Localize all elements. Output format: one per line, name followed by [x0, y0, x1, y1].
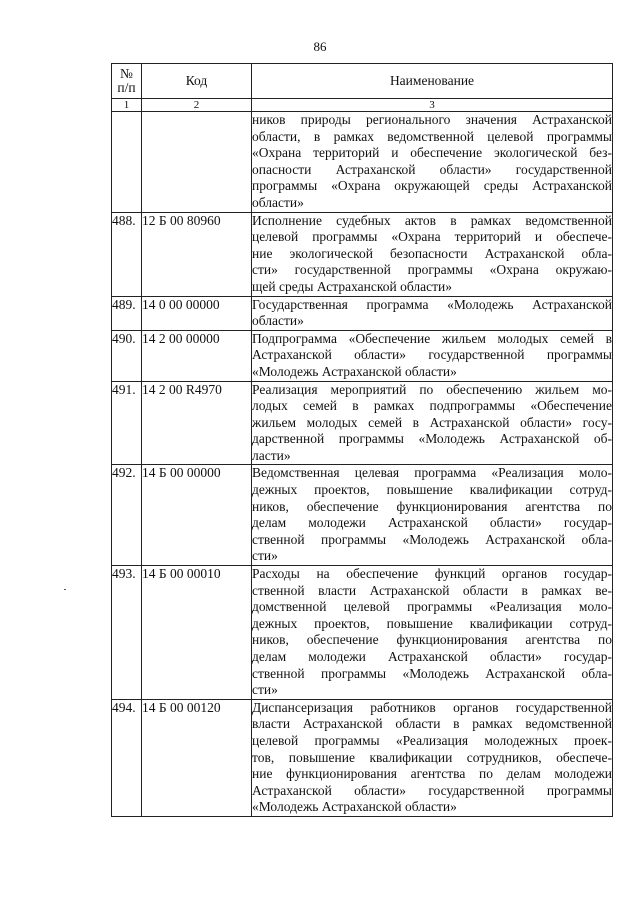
header-name: Наименование	[252, 64, 613, 99]
name-line: ников природы регионального значения Астраханской	[252, 112, 612, 127]
name-line: Государственная программа «Молодежь Астраханской	[252, 296, 612, 312]
name-line: Астраханской области» государственной программы	[252, 782, 612, 798]
name-line: Реализация мероприятий по обеспечению жильем мо-	[252, 381, 612, 397]
table-row	[112, 212, 613, 296]
column-number: 3	[252, 99, 613, 112]
row-name	[252, 296, 613, 330]
column-number: 2	[142, 99, 252, 112]
name-line: дежных проектов, повышение квалификации сотруд-	[252, 615, 612, 631]
name-line: области»	[252, 194, 304, 210]
name-line: ственной программы «Молодежь Астраханской обла-	[252, 665, 612, 681]
name-line: ние функционирования агентства по делам молодежи	[252, 766, 612, 782]
row-name	[252, 330, 613, 381]
name-line: области, в рамках ведомственной целевой программы	[252, 128, 612, 144]
name-line: ников, обеспечение функционирования агентства по	[252, 632, 612, 648]
header-num	[112, 64, 142, 99]
name-line: Подпрограмма «Обеспечение жильем молодых семей в	[252, 330, 612, 346]
name-line: опасности Астраханской области» государственной	[252, 161, 612, 177]
table-row	[112, 330, 613, 381]
name-line: жильем молодых семей в Астраханской области» госу-	[252, 414, 612, 430]
header-num-part: п/п	[117, 80, 136, 95]
budget-classification-table	[111, 63, 613, 817]
name-line: Астраханской области» государственной программы	[252, 347, 612, 363]
row-code: 14 2 00 00000	[142, 330, 252, 381]
name-line: домственной целевой программы «Реализация моло-	[252, 599, 612, 615]
table-row	[112, 296, 613, 330]
name-line: делам молодежи Астраханской области» государ-	[252, 515, 612, 531]
name-line: щей среды Астраханской области»	[252, 278, 452, 294]
name-line: целевой программы «Реализация молодежных проек-	[252, 732, 612, 748]
header-num-label	[117, 66, 135, 95]
row-code: 14 0 00 00000	[142, 296, 252, 330]
table-row	[112, 566, 613, 700]
name-line: ственной власти Астраханской области в рамках ве-	[252, 582, 612, 598]
row-code: 14 Б 00 00120	[142, 699, 252, 816]
name-line: сти»	[252, 548, 278, 564]
name-line: «Молодежь Астраханской области»	[252, 799, 457, 815]
name-line: «Охрана территорий и обеспечение экологической без-	[252, 145, 612, 161]
name-line: Исполнение судебных актов в рамках ведомственной	[252, 212, 612, 228]
name-line: области»	[252, 313, 304, 329]
name-line: ников, обеспечение функционирования агентства по	[252, 498, 612, 514]
name-line: ласти»	[252, 447, 291, 463]
row-number: 492.	[112, 465, 142, 566]
name-line: программы «Охрана окружающей среды Астраханской	[252, 178, 612, 194]
header-num-part: №	[120, 66, 133, 81]
table-row	[112, 381, 613, 465]
row-number: 494.	[112, 699, 142, 816]
name-line: ние экологической безопасности Астраханской обла-	[252, 245, 612, 261]
row-number: 490.	[112, 330, 142, 381]
name-line: сти»	[252, 682, 278, 698]
row-name	[252, 566, 613, 700]
row-number: 493.	[112, 566, 142, 700]
column-number: 1	[112, 99, 142, 112]
margin-mark	[64, 589, 66, 590]
row-code: 14 Б 00 00000	[142, 465, 252, 566]
row-number: 489.	[112, 296, 142, 330]
name-line: Ведомственная целевая программа «Реализация моло-	[252, 465, 612, 481]
name-line: сти» государственной программы «Охрана окружаю-	[252, 262, 612, 278]
row-code: 12 Б 00 80960	[142, 212, 252, 296]
name-line: делам молодежи Астраханской области» государ-	[252, 649, 612, 664]
header-code: Код	[142, 64, 252, 99]
page-number: 86	[313, 39, 327, 54]
row-code: 14 2 00 R4970	[142, 381, 252, 465]
row-name	[252, 465, 613, 566]
table-row	[112, 465, 613, 566]
name-line: ственной программы «Молодежь Астраханской обла-	[252, 531, 612, 547]
row-name	[252, 212, 613, 296]
header-row	[112, 64, 613, 99]
name-line: целевой программы «Охрана территорий и обеспече-	[252, 229, 612, 245]
row-number: 491.	[112, 381, 142, 465]
name-line: лодых семей в рамках подпрограммы «Обеспечение	[252, 398, 612, 414]
row-name	[252, 112, 613, 213]
name-line: Расходы на обеспечение функций органов государ-	[252, 566, 612, 582]
name-line: Диспансеризация работников органов государственной	[252, 699, 612, 715]
name-line: дежных проектов, повышение квалификации сотруд-	[252, 482, 612, 498]
row-code	[142, 112, 252, 213]
name-line: тов, повышение квалификации сотрудников, обеспече-	[252, 749, 612, 765]
table-row	[112, 699, 613, 816]
row-code: 14 Б 00 00010	[142, 566, 252, 700]
row-name	[252, 381, 613, 465]
row-number	[112, 112, 142, 213]
name-line: власти Астраханской области в рамках ведомственной	[252, 716, 612, 732]
continuation-row	[112, 112, 613, 213]
column-number-row	[112, 99, 613, 112]
row-name	[252, 699, 613, 816]
name-line: «Молодежь Астраханской области»	[252, 363, 457, 379]
name-line: дарственной программы «Молодежь Астраханской об-	[252, 431, 612, 447]
row-number: 488.	[112, 212, 142, 296]
